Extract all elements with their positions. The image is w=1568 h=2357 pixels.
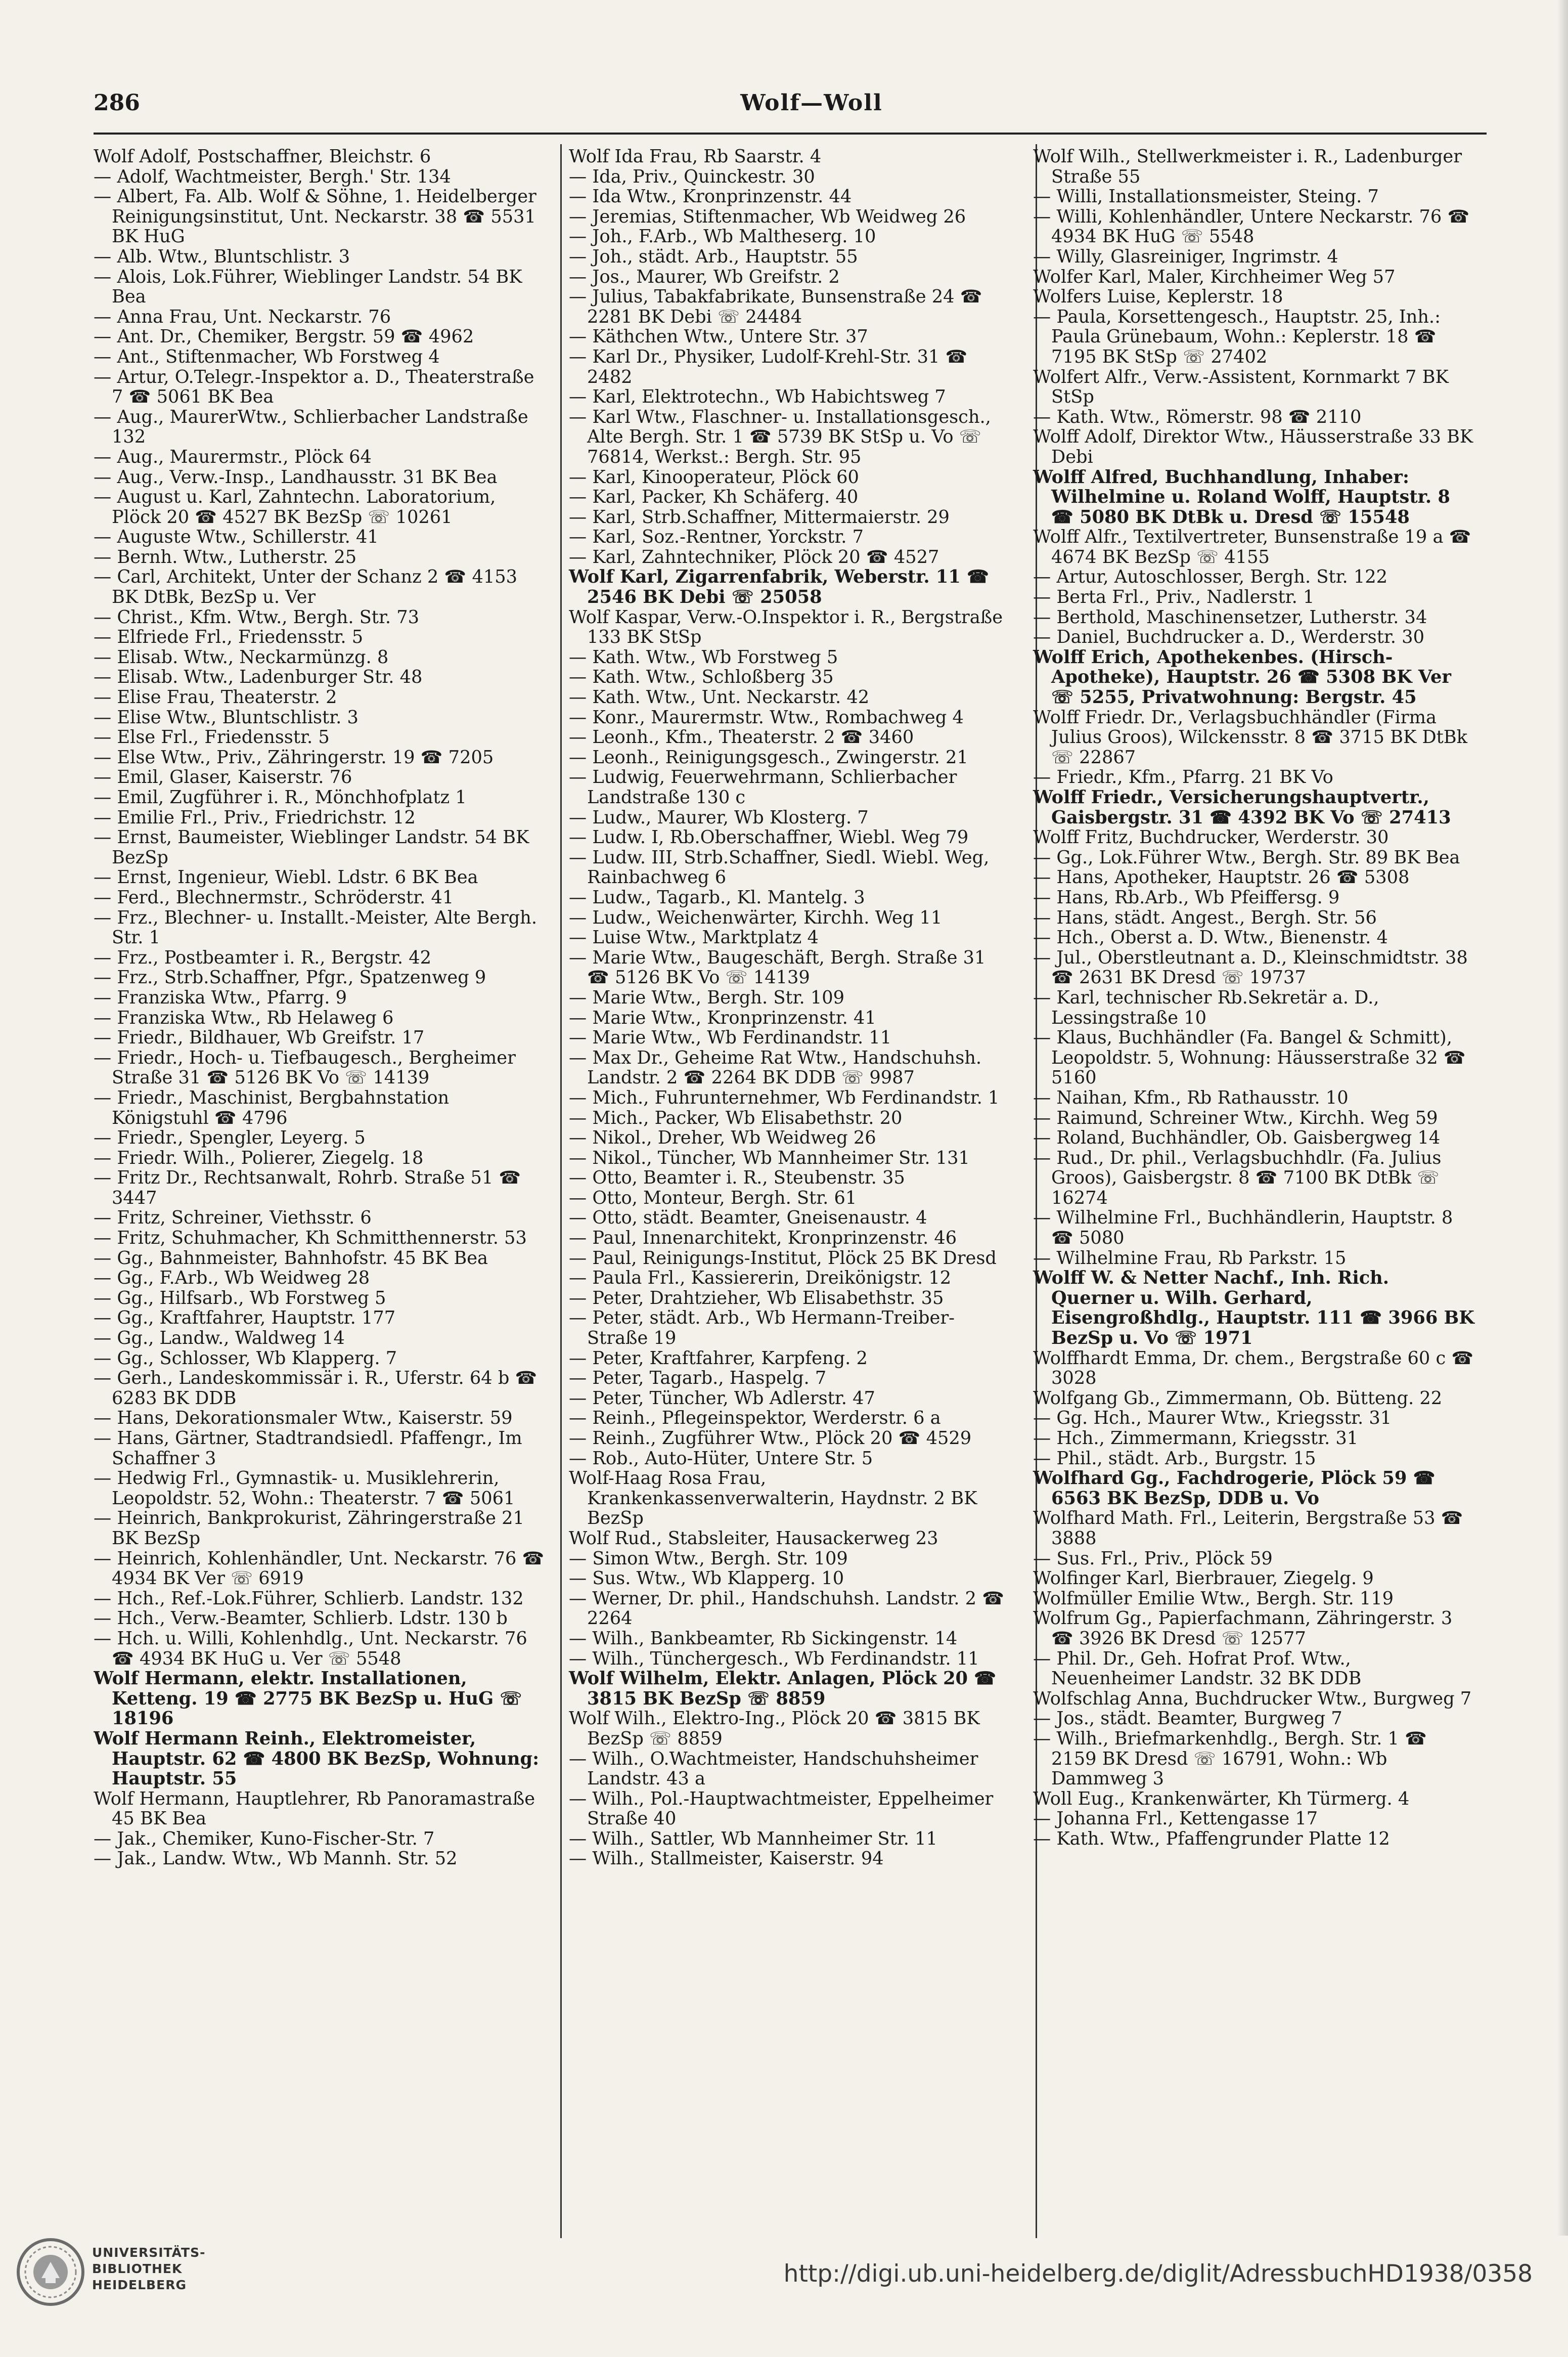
directory-entry: Wolff Friedr. Dr., Verlagsbuchhändler (Firma Julius Groos), Wilckensstr. 8 ☎ 3715 BK DtBk ☏ 22867 [1033, 707, 1467, 768]
directory-entry: — Simon Wtw., Bergh. Str. 109 [569, 1548, 848, 1569]
directory-entry-heading: Wolff Erich, Apothekenbes. (Hirsch-Apotheke), Hauptstr. 26 ☎ 5308 BK Ver ☏ 5255, Privatwohnung: Bergstr. 45 [1033, 646, 1451, 708]
directory-entry: — Ant., Stiftenmacher, Wb Forstweg 4 [94, 346, 440, 367]
directory-entry: — Frz., Postbeamter i. R., Bergstr. 42 [94, 947, 431, 968]
directory-entry: — Frz., Blechner- u. Installt.-Meister, Alte Bergh. Str. 1 [94, 907, 537, 948]
directory-entry: — Reinh., Pflegeinspektor, Werderstr. 6 a [569, 1408, 941, 1429]
directory-entry: Wolfmüller Emilie Wtw., Bergh. Str. 119 [1033, 1588, 1394, 1609]
directory-entry: — Alb. Wtw., Bluntschlistr. 3 [94, 246, 350, 267]
directory-entry: — Willi, Installationsmeister, Steing. 7 [1033, 186, 1379, 207]
directory-entry-heading: Wolf Hermann Reinh., Elektromeister, Hauptstr. 62 ☎ 4800 BK BezSp, Wohnung: Hauptstr. 55 [94, 1728, 540, 1789]
directory-columns [94, 147, 1487, 2236]
directory-entry: — Gg., F.Arb., Wb Weidweg 28 [94, 1268, 370, 1289]
directory-entry: — Friedr., Spengler, Leyerg. 5 [94, 1127, 366, 1149]
directory-entry: — Heinrich, Bankprokurist, Zähringerstraße 21 BK BezSp [94, 1508, 524, 1549]
directory-entry: — Friedr., Hoch- u. Tiefbaugesch., Bergheimer Straße 31 ☎ 5126 BK Vo ☏ 14139 [94, 1047, 516, 1088]
directory-entry: — Leonh., Kfm., Theaterstr. 2 ☎ 3460 [569, 727, 914, 748]
directory-entry: — Elisab. Wtw., Ladenburger Str. 48 [94, 667, 423, 688]
directory-entry: — Hans, städt. Angest., Bergh. Str. 56 [1033, 907, 1377, 928]
directory-entry: — Alois, Lok.Führer, Wieblinger Landstr. 54 BK Bea [94, 266, 522, 308]
directory-entry: — Adolf, Wachtmeister, Bergh.' Str. 134 [94, 166, 451, 187]
directory-entry: — Fritz, Schuhmacher, Kh Schmitthennerstr. 53 [94, 1228, 527, 1249]
directory-entry: — Berta Frl., Priv., Nadlerstr. 1 [1033, 587, 1315, 608]
directory-entry: — Ernst, Baumeister, Wieblinger Landstr. 54 BK BezSp [94, 827, 529, 868]
directory-entry: — Friedr., Bildhauer, Wb Greifstr. 17 [94, 1027, 425, 1049]
directory-entry: — Wilh., Bankbeamter, Rb Sickingenstr. 14 [569, 1628, 958, 1649]
library-name-line-2: BIBLIOTHEK [92, 2261, 183, 2276]
directory-entry: Wolf Wilh., Elektro-Ing., Plöck 20 ☎ 3815 BK BezSp ☏ 8859 [569, 1708, 980, 1749]
directory-entry: — Sus. Wtw., Wb Klapperg. 10 [569, 1568, 844, 1589]
directory-entry: — Hans, Apotheker, Hauptstr. 26 ☎ 5308 [1033, 867, 1410, 888]
directory-entry: — Kath. Wtw., Römerstr. 98 ☎ 2110 [1033, 406, 1362, 427]
directory-entry: — Marie Wtw., Baugeschäft, Bergh. Straße 31 ☎ 5126 BK Vo ☏ 14139 [569, 947, 986, 988]
directory-entry: — Ludwig, Feuerwehrmann, Schlierbacher Landstraße 130 c [569, 767, 957, 808]
directory-entry-heading: Wolf Karl, Zigarrenfabrik, Weberstr. 11 ☎ 2546 BK Debi ☏ 25058 [569, 566, 989, 608]
directory-entry: — Karl, Packer, Kh Schäferg. 40 [569, 487, 859, 508]
directory-entry: — Raimund, Schreiner Wtw., Kirchh. Weg 59 [1033, 1107, 1438, 1128]
directory-entry: — Friedr., Maschinist, Bergbahnstation Königstuhl ☎ 4796 [94, 1087, 450, 1128]
directory-entry: Wolfers Luise, Keplerstr. 18 [1033, 286, 1283, 308]
directory-entry: — Max Dr., Geheime Rat Wtw., Handschuhsh. Landstr. 2 ☎ 2264 BK DDB ☏ 9987 [569, 1047, 982, 1088]
directory-entry: — Aug., Verw.-Insp., Landhausstr. 31 BK Bea [94, 466, 498, 488]
directory-entry: — Marie Wtw., Bergh. Str. 109 [569, 987, 845, 1008]
directory-entry: Wolf Rud., Stabsleiter, Hausackerweg 23 [569, 1527, 938, 1549]
header-rule [94, 133, 1487, 135]
directory-entry: — Emilie Frl., Priv., Friedrichstr. 12 [94, 807, 416, 828]
directory-entry: — Emil, Glaser, Kaiserstr. 76 [94, 767, 352, 788]
directory-entry: Wolf Adolf, Postschaffner, Bleichstr. 6 [94, 147, 431, 167]
directory-entry: — Hans, Gärtner, Stadtrandsiedl. Pfaffengr., Im Schaffner 3 [94, 1428, 522, 1469]
directory-entry: — Ant. Dr., Chemiker, Bergstr. 59 ☎ 4962 [94, 326, 474, 347]
directory-entry: — Paula, Korsettengesch., Hauptstr. 25, Inh.: Paula Grünebaum, Wohn.: Keplerstr. 18 ☎ 7195 BK StSp ☏ 27402 [1033, 306, 1441, 367]
directory-entry: — Hch., Zimmermann, Kriegsstr. 31 [1033, 1428, 1359, 1449]
directory-entry: — Peter, Tüncher, Wb Adlerstr. 47 [569, 1387, 875, 1409]
page-number: 286 [94, 90, 140, 116]
directory-entry: — Else Wtw., Priv., Zähringerstr. 19 ☎ 7205 [94, 747, 494, 768]
directory-entry: — Karl, Soz.-Rentner, Yorckstr. 7 [569, 527, 864, 548]
directory-entry: — Kath. Wtw., Schloßberg 35 [569, 667, 834, 688]
directory-column-2 [558, 147, 1022, 2236]
directory-entry-heading: Wolff Alfred, Buchhandlung, Inhaber: Wilhelmine u. Roland Wolff, Hauptstr. 8 ☎ 5080 BK DtBk u. Dresd ☏ 15548 [1033, 466, 1450, 528]
directory-entry: — Ida Wtw., Kronprinzenstr. 44 [569, 186, 852, 207]
directory-entry: — Ludw. III, Strb.Schaffner, Siedl. Wiebl. Weg, Rainbachweg 6 [569, 847, 990, 888]
directory-entry: — Nikol., Dreher, Wb Weidweg 26 [569, 1127, 876, 1149]
directory-entry: — Ernst, Ingenieur, Wiebl. Ldstr. 6 BK Bea [94, 867, 478, 888]
directory-entry: — Karl, Zahntechniker, Plöck 20 ☎ 4527 [569, 546, 939, 568]
directory-entry: — Albert, Fa. Alb. Wolf & Söhne, 1. Heidelberger Reinigungsinstitut, Unt. Neckarstr. 38 ☎ 5531 BK HuG [94, 186, 536, 247]
directory-entry: — Johanna Frl., Kettengasse 17 [1033, 1808, 1318, 1829]
directory-entry-heading: Wolff W. & Netter Nachf., Inh. Rich. Querner u. Wilh. Gerhard, Eisengroßhdlg., Hauptstr. 111 ☎ 3966 BK BezSp u. Vo ☏ 1971 [1033, 1268, 1474, 1349]
directory-entry: — Hedwig Frl., Gymnastik- u. Musiklehrerin, Leopoldstr. 52, Wohn.: Theaterstr. 7 ☎ 5061 [94, 1468, 515, 1509]
directory-entry: Wolffhardt Emma, Dr. chem., Bergstraße 60 c ☎ 3028 [1033, 1347, 1474, 1389]
directory-entry: — Mich., Packer, Wb Elisabethstr. 20 [569, 1107, 903, 1128]
directory-entry: — Gg., Schlosser, Wb Klapperg. 7 [94, 1347, 397, 1369]
library-name-line-3: HEIDELBERG [92, 2278, 187, 2292]
directory-entry: — Ludw., Maurer, Wb Klosterg. 7 [569, 807, 869, 828]
directory-entry: — Kath. Wtw., Unt. Neckarstr. 42 [569, 687, 870, 708]
directory-entry: — Otto, städt. Beamter, Gneisenaustr. 4 [569, 1207, 927, 1229]
directory-entry: — Reinh., Zugführer Wtw., Plöck 20 ☎ 4529 [569, 1428, 972, 1449]
university-seal-icon [15, 2237, 86, 2307]
directory-entry: — Karl Wtw., Flaschner- u. Installationsgesch., Alte Bergh. Str. 1 ☎ 5739 BK StSp u. Vo ☏ 76814, Werkst.: Bergh. Str. 95 [569, 406, 991, 467]
directory-entry: — Gerh., Landeskommissär i. R., Uferstr. 64 b ☎ 6283 BK DDB [94, 1368, 537, 1409]
digitization-footer [0, 2236, 1568, 2357]
library-name [92, 2245, 205, 2293]
directory-entry: — Hch., Oberst a. D. Wtw., Bienenstr. 4 [1033, 927, 1388, 948]
directory-entry: — Berthold, Maschinensetzer, Lutherstr. 34 [1033, 606, 1427, 628]
directory-entry: Wolfgang Gb., Zimmermann, Ob. Bütteng. 22 [1033, 1387, 1443, 1409]
library-name-line-1: UNIVERSITÄTS- [92, 2245, 206, 2260]
directory-entry: Wolfhard Math. Frl., Leiterin, Bergstraße 53 ☎ 3888 [1033, 1508, 1463, 1549]
directory-entry: — Joh., städt. Arb., Hauptstr. 55 [569, 246, 858, 267]
directory-entry: — Kath. Wtw., Wb Forstweg 5 [569, 646, 838, 668]
directory-entry: — Gg., Kraftfahrer, Hauptstr. 177 [94, 1307, 396, 1329]
directory-entry: — Julius, Tabakfabrikate, Bunsenstraße 24 ☎ 2281 BK Debi ☏ 24484 [569, 286, 982, 327]
directory-entry: — Jeremias, Stiftenmacher, Wb Weidweg 26 [569, 206, 966, 227]
directory-entry: — Ida, Priv., Quinckestr. 30 [569, 166, 815, 187]
directory-entry: — Gg., Hilfsarb., Wb Forstweg 5 [94, 1287, 386, 1308]
directory-entry: — Mich., Fuhrunternehmer, Wb Ferdinandstr. 1 [569, 1087, 1000, 1108]
directory-entry: — Ludw. I, Rb.Oberschaffner, Wiebl. Weg 79 [569, 827, 969, 848]
directory-entry: — Friedr., Kfm., Pfarrg. 21 BK Vo [1033, 767, 1333, 788]
directory-entry: — Fritz, Schreiner, Viethsstr. 6 [94, 1207, 372, 1229]
directory-entry: — Otto, Monteur, Bergh. Str. 61 [569, 1187, 857, 1208]
directory-entry: — August u. Karl, Zahntechn. Laboratorium, Plöck 20 ☎ 4527 BK BezSp ☏ 10261 [94, 487, 496, 528]
directory-entry: — Ludw., Tagarb., Kl. Mantelg. 3 [569, 887, 865, 908]
directory-entry: — Gg., Lok.Führer Wtw., Bergh. Str. 89 BK Bea [1033, 847, 1460, 868]
directory-entry: — Wilh., Tünchergesch., Wb Ferdinandstr. 11 [569, 1648, 979, 1669]
directory-entry: — Sus. Frl., Priv., Plöck 59 [1033, 1548, 1273, 1569]
directory-entry: — Käthchen Wtw., Untere Str. 37 [569, 326, 868, 347]
directory-entry: — Jos., Maurer, Wb Greifstr. 2 [569, 266, 840, 287]
directory-entry: — Wilh., Briefmarkenhdlg., Bergh. Str. 1 ☎ 2159 BK Dresd ☏ 16791, Wohn.: Wb Dammweg 3 [1033, 1728, 1427, 1789]
directory-entry: Wolf Ida Frau, Rb Saarstr. 4 [569, 147, 822, 167]
directory-entry: — Wilh., Stallmeister, Kaiserstr. 94 [569, 1848, 884, 1869]
directory-entry: — Aug., MaurerWtw., Schlierbacher Landstraße 132 [94, 406, 528, 448]
directory-entry: Wolff Adolf, Direktor Wtw., Häusserstraße 33 BK Debi [1033, 426, 1473, 467]
directory-column-3 [1022, 147, 1486, 2236]
directory-entry: — Elise Frau, Theaterstr. 2 [94, 687, 337, 708]
directory-entry: — Bernh. Wtw., Lutherstr. 25 [94, 546, 357, 568]
directory-entry: — Jos., städt. Beamter, Burgweg 7 [1033, 1708, 1342, 1729]
directory-entry: — Karl Dr., Physiker, Ludolf-Krehl-Str. 31 ☎ 2482 [569, 346, 968, 387]
directory-entry: — Roland, Buchhändler, Ob. Gaisbergweg 14 [1033, 1127, 1441, 1149]
running-head: Wolf—Woll [740, 90, 883, 116]
directory-entry: — Aug., Maurermstr., Plöck 64 [94, 446, 372, 467]
directory-entry: — Elfriede Frl., Friedensstr. 5 [94, 627, 364, 648]
directory-entry: — Luise Wtw., Marktplatz 4 [569, 927, 819, 948]
directory-entry: — Hch., Ref.-Lok.Führer, Schlierb. Landstr. 132 [94, 1588, 524, 1609]
directory-entry: — Willi, Kohlenhändler, Untere Neckarstr. 76 ☎ 4934 BK HuG ☏ 5548 [1033, 206, 1470, 247]
directory-entry: — Hans, Dekorationsmaler Wtw., Kaiserstr. 59 [94, 1408, 513, 1429]
directory-entry: — Ferd., Blechnermstr., Schröderstr. 41 [94, 887, 454, 908]
directory-entry: — Frz., Strb.Schaffner, Pfgr., Spatzenweg 9 [94, 967, 486, 988]
directory-entry: — Marie Wtw., Wb Ferdinandstr. 11 [569, 1027, 892, 1049]
directory-entry: — Nikol., Tüncher, Wb Mannheimer Str. 131 [569, 1147, 970, 1168]
directory-entry: — Wilh., O.Wachtmeister, Handschuhsheimer Landstr. 43 a [569, 1748, 978, 1789]
directory-entry: — Anna Frau, Unt. Neckarstr. 76 [94, 306, 391, 327]
directory-entry: — Hch., Verw.-Beamter, Schlierb. Ldstr. 130 b [94, 1608, 508, 1629]
directory-entry: — Ludw., Weichenwärter, Kirchh. Weg 11 [569, 907, 943, 928]
directory-entry: — Karl, technischer Rb.Sekretär a. D., Lessingstraße 10 [1033, 987, 1379, 1028]
directory-entry: — Emil, Zugführer i. R., Mönchhofplatz 1 [94, 787, 467, 808]
directory-entry: — Carl, Architekt, Unter der Schanz 2 ☎ 4153 BK DtBk, BezSp u. Ver [94, 566, 517, 608]
directory-entry: — Jul., Oberstleutnant a. D., Kleinschmidtstr. 38 ☎ 2631 BK Dresd ☏ 19737 [1033, 947, 1468, 988]
directory-entry: — Christ., Kfm. Wtw., Bergh. Str. 73 [94, 606, 420, 628]
directory-entry: — Naihan, Kfm., Rb Rathausstr. 10 [1033, 1087, 1349, 1108]
directory-entry: — Franziska Wtw., Rb Helaweg 6 [94, 1007, 394, 1028]
directory-entry: — Peter, Tagarb., Haspelg. 7 [569, 1368, 827, 1389]
directory-entry: — Kath. Wtw., Pfaffengrunder Platte 12 [1033, 1828, 1390, 1849]
directory-entry: Wolfert Alfr., Verw.-Assistent, Kornmarkt 7 BK StSp [1033, 366, 1449, 408]
directory-entry: — Wilhelmine Frl., Buchhändlerin, Hauptstr. 8 ☎ 5080 [1033, 1207, 1453, 1249]
directory-entry: — Elisab. Wtw., Neckarmünzg. 8 [94, 646, 389, 668]
directory-entry: — Marie Wtw., Kronprinzenstr. 41 [569, 1007, 876, 1028]
directory-entry: — Rud., Dr. phil., Verlagsbuchhdlr. (Fa. Julius Groos), Gaisbergstr. 8 ☎ 7100 BK DtBk ☏ 16274 [1033, 1147, 1442, 1208]
directory-entry: Wolff Alfr., Textilvertreter, Bunsenstraße 19 a ☎ 4674 BK BezSp ☏ 4155 [1033, 527, 1471, 568]
page-edge-shadow [1557, 0, 1568, 2236]
directory-entry: — Hch. u. Willi, Kohlenhdlg., Unt. Neckarstr. 76 ☎ 4934 BK HuG u. Ver ☏ 5548 [94, 1628, 527, 1669]
source-url-link[interactable]: http://digi.ub.uni-heidelberg.de/diglit/AdressbuchHD1938/0358 [783, 2260, 1533, 2288]
directory-entry: Wolfer Karl, Maler, Kirchheimer Weg 57 [1033, 266, 1396, 287]
directory-entry: Wolfrum Gg., Papierfachmann, Zähringerstr. 3 ☎ 3926 BK Dresd ☏ 12577 [1033, 1608, 1453, 1649]
directory-entry: — Artur, Autoschlosser, Bergh. Str. 122 [1033, 566, 1388, 588]
directory-entry-heading: Wolf Wilhelm, Elektr. Anlagen, Plöck 20 ☎ 3815 BK BezSp ☏ 8859 [569, 1668, 997, 1709]
directory-entry-heading: Wolff Friedr., Versicherungshauptvertr., Gaisbergstr. 31 ☎ 4392 BK Vo ☏ 27413 [1033, 787, 1451, 828]
directory-entry: — Gg. Hch., Maurer Wtw., Kriegsstr. 31 [1033, 1408, 1392, 1429]
directory-entry: — Wilhelmine Frau, Rb Parkstr. 15 [1033, 1247, 1347, 1269]
directory-entry: — Gg., Landw., Waldweg 14 [94, 1328, 345, 1349]
directory-entry-heading: Wolfhard Gg., Fachdrogerie, Plöck 59 ☎ 6563 BK BezSp, DDB u. Vo [1033, 1468, 1436, 1509]
directory-entry: — Joh., F.Arb., Wb Maltheserg. 10 [569, 226, 876, 247]
directory-entry: — Peter, städt. Arb., Wb Hermann-Treiber-Straße 19 [569, 1307, 955, 1349]
directory-entry: — Leonh., Reinigungsgesch., Zwingerstr. 21 [569, 747, 968, 768]
directory-entry: — Jak., Landw. Wtw., Wb Mannh. Str. 52 [94, 1848, 458, 1869]
directory-entry: — Hans, Rb.Arb., Wb Pfeiffersg. 9 [1033, 887, 1340, 908]
directory-entry: Wolf Hermann, Hauptlehrer, Rb Panoramastraße 45 BK Bea [94, 1788, 535, 1829]
directory-entry: — Wilh., Sattler, Wb Mannheimer Str. 11 [569, 1828, 937, 1849]
directory-entry: — Elise Wtw., Bluntschlistr. 3 [94, 707, 359, 728]
directory-entry-heading: Wolf Hermann, elektr. Installationen, Ketteng. 19 ☎ 2775 BK BezSp u. HuG ☏ 18196 [94, 1668, 522, 1729]
directory-entry: — Paul, Reinigungs-Institut, Plöck 25 BK Dresd [569, 1247, 997, 1269]
directory-entry: — Daniel, Buchdrucker a. D., Werderstr. 30 [1033, 627, 1424, 648]
directory-entry: — Paula Frl., Kassiererin, Dreikönigstr. 12 [569, 1268, 952, 1289]
directory-entry: — Karl, Elektrotechn., Wb Habichtsweg 7 [569, 386, 946, 408]
directory-entry: — Karl, Strb.Schaffner, Mittermaierstr. 29 [569, 506, 950, 528]
directory-entry: — Peter, Drahtzieher, Wb Elisabethstr. 35 [569, 1287, 944, 1308]
directory-entry: — Heinrich, Kohlenhändler, Unt. Neckarstr. 76 ☎ 4934 BK Ver ☏ 6919 [94, 1548, 545, 1589]
directory-entry: — Rob., Auto-Hüter, Untere Str. 5 [569, 1448, 873, 1469]
directory-entry: — Paul, Innenarchitekt, Kronprinzenstr. 46 [569, 1228, 957, 1249]
directory-entry: Woll Eug., Krankenwärter, Kh Türmerg. 4 [1033, 1788, 1410, 1809]
directory-entry: — Willy, Glasreiniger, Ingrimstr. 4 [1033, 246, 1338, 267]
directory-entry: — Auguste Wtw., Schillerstr. 41 [94, 527, 379, 548]
directory-entry: — Konr., Maurermstr. Wtw., Rombachweg 4 [569, 707, 964, 728]
directory-entry: — Phil. Dr., Geh. Hofrat Prof. Wtw., Neuenheimer Landstr. 32 BK DDB [1033, 1648, 1362, 1689]
directory-entry: Wolfschlag Anna, Buchdrucker Wtw., Burgweg 7 [1033, 1688, 1472, 1709]
directory-entry: — Peter, Kraftfahrer, Karpfeng. 2 [569, 1347, 868, 1369]
directory-entry: — Werner, Dr. phil., Handschuhsh. Landstr. 2 ☎ 2264 [569, 1588, 1005, 1629]
directory-entry: — Otto, Beamter i. R., Steubenstr. 35 [569, 1167, 905, 1189]
directory-entry: — Fritz Dr., Rechtsanwalt, Rohrb. Straße 51 ☎ 3447 [94, 1167, 521, 1208]
directory-entry: — Gg., Bahnmeister, Bahnhofstr. 45 BK Bea [94, 1247, 488, 1269]
directory-entry: — Artur, O.Telegr.-Inspektor a. D., Theaterstraße 7 ☎ 5061 BK Bea [94, 366, 534, 408]
page-header [94, 90, 1484, 126]
directory-entry: — Karl, Kinooperateur, Plöck 60 [569, 466, 859, 488]
directory-entry: — Franziska Wtw., Pfarrg. 9 [94, 987, 347, 1008]
directory-entry: Wolf Kaspar, Verw.-O.Inspektor i. R., Bergstraße 133 BK StSp [569, 606, 1003, 648]
directory-entry: — Phil., städt. Arb., Burgstr. 15 [1033, 1448, 1316, 1469]
directory-entry: Wolfinger Karl, Bierbrauer, Ziegelg. 9 [1033, 1568, 1374, 1589]
directory-entry: — Else Frl., Friedensstr. 5 [94, 727, 330, 748]
directory-entry: Wolf Wilh., Stellwerkmeister i. R., Ladenburger Straße 55 [1033, 147, 1462, 187]
directory-entry: — Friedr. Wilh., Polierer, Ziegelg. 18 [94, 1147, 424, 1168]
directory-column-1 [94, 147, 558, 2236]
directory-entry: Wolf-Haag Rosa Frau, Krankenkassenverwalterin, Haydnstr. 2 BK BezSp [569, 1468, 977, 1529]
directory-entry: — Jak., Chemiker, Kuno-Fischer-Str. 7 [94, 1828, 435, 1849]
directory-entry: Wolff Fritz, Buchdrucker, Werderstr. 30 [1033, 827, 1389, 848]
directory-entry: — Klaus, Buchhändler (Fa. Bangel & Schmitt), Leopoldstr. 5, Wohnung: Häusserstraße 32 ☎ 5160 [1033, 1027, 1466, 1088]
directory-entry: — Wilh., Pol.-Hauptwachtmeister, Eppelheimer Straße 40 [569, 1788, 994, 1829]
